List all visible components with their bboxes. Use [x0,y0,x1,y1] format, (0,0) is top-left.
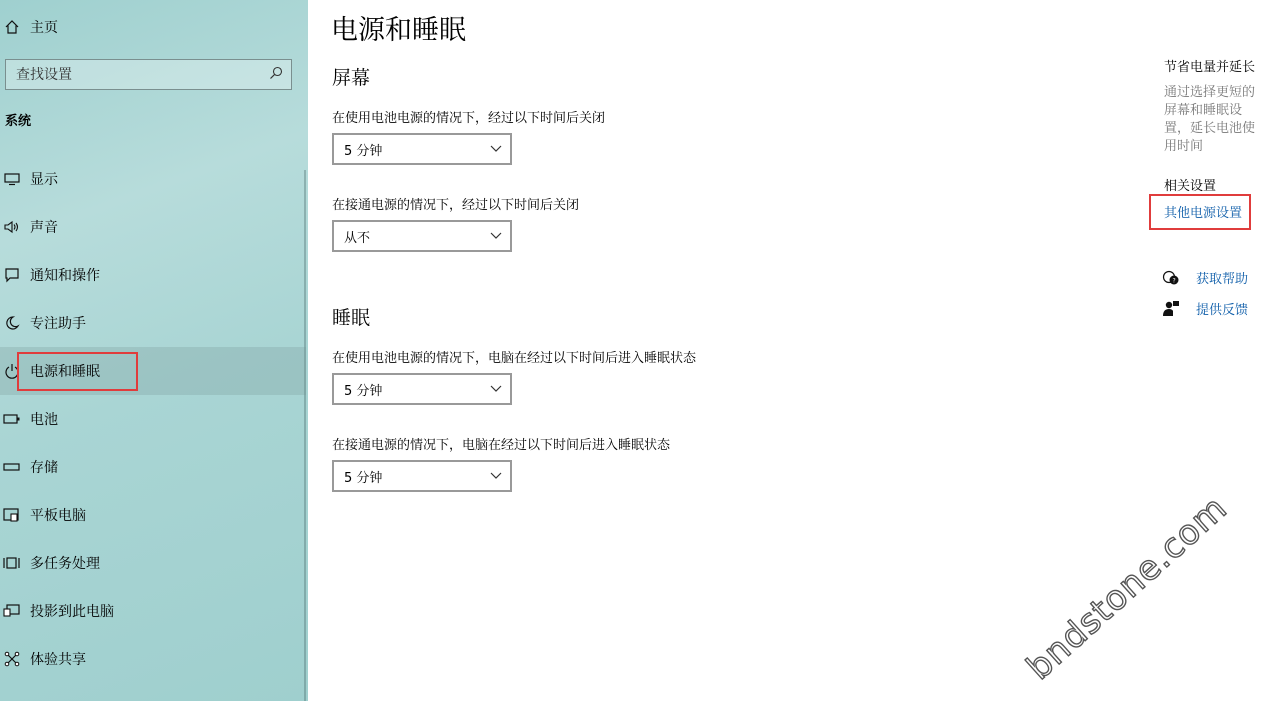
sidebar-item-label: 显示 [30,172,58,188]
feedback-link[interactable]: 提供反馈 [1196,303,1249,318]
screen-plugged-dropdown[interactable] [332,220,512,252]
watermark-text: bndstone.com [1019,488,1236,688]
chevron-down-icon [490,469,502,484]
feedback-person-icon [1162,300,1196,318]
moon-icon [0,315,30,331]
sidebar-item-sound[interactable] [0,203,306,251]
section-screen-heading: 屏幕 [332,67,371,89]
projector-icon [0,603,30,619]
sidebar-nav [0,155,306,683]
share-icon [0,651,30,667]
chevron-down-icon [490,229,502,244]
sidebar-item-display[interactable] [0,155,306,203]
sidebar-item-label: 专注助手 [30,316,86,332]
svg-text:?: ? [1172,277,1176,284]
search-box[interactable] [5,59,292,90]
sidebar-item-notifications[interactable] [0,251,306,299]
screen-battery-dropdown[interactable] [332,133,512,165]
sidebar-item-project[interactable] [0,587,306,635]
dropdown-value: 从不 [344,230,371,246]
screen-battery-label: 在使用电池电源的情况下，经过以下时间后关闭 [332,111,606,126]
sidebar-item-label: 多任务处理 [30,556,100,572]
battery-icon [0,413,30,425]
dropdown-value: 5 分钟 [344,470,383,486]
multitasking-icon [0,555,30,571]
screen-plugged-label: 在接通电源的情况下，经过以下时间后关闭 [332,198,580,213]
sidebar-item-label: 平板电脑 [30,508,86,524]
sidebar-item-label: 电源和睡眠 [30,364,100,380]
power-icon [0,363,30,379]
sleep-battery-dropdown[interactable] [332,373,512,405]
sidebar-item-label: 体验共享 [30,652,86,668]
speaker-icon [0,220,30,234]
get-help-link[interactable]: 获取帮助 [1196,272,1249,287]
additional-power-settings-link[interactable]: 其他电源设置 [1164,206,1243,221]
sidebar-item-label: 投影到此电脑 [30,604,114,620]
sidebar-item-battery[interactable] [0,395,306,443]
feedback-row[interactable] [1162,299,1248,318]
page-title: 电源和睡眠 [331,15,466,46]
search-input[interactable] [16,67,246,83]
sidebar-item-multitasking[interactable] [0,539,306,587]
get-help-row[interactable] [1162,268,1248,287]
chevron-down-icon [490,382,502,397]
related-settings-title: 相关设置 [1164,179,1217,194]
sidebar-item-shared-experiences[interactable] [0,635,306,683]
chat-help-icon [1162,270,1196,286]
notification-icon [0,267,30,283]
sidebar-item-storage[interactable] [0,443,306,491]
sidebar-item-label: 电池 [30,412,58,428]
sleep-battery-label: 在使用电池电源的情况下，电脑在经过以下时间后进入睡眠状态 [332,351,697,366]
sidebar-item-tablet[interactable] [0,491,306,539]
dropdown-value: 5 分钟 [344,143,383,159]
chevron-down-icon [490,142,502,157]
search-icon[interactable] [269,65,283,84]
sidebar-home[interactable] [0,10,300,44]
tablet-icon [0,507,30,523]
sidebar-item-label: 通知和操作 [30,268,100,284]
sleep-plugged-dropdown[interactable] [332,460,512,492]
home-icon [0,19,30,35]
section-sleep-heading: 睡眠 [332,307,371,329]
sidebar-item-power-sleep[interactable] [0,347,306,395]
dropdown-value: 5 分钟 [344,383,383,399]
save-power-description: 通过选择更短的屏幕和睡眠设置，延长电池使用时间 [1164,85,1256,154]
sidebar-item-focus-assist[interactable] [0,299,306,347]
save-power-title: 节省电量并延长 [1164,60,1256,75]
sidebar [0,0,308,701]
sidebar-section-title: 系统 [5,114,32,129]
storage-icon [0,461,30,473]
sidebar-item-label: 存储 [30,460,58,476]
sidebar-item-label: 声音 [30,220,58,236]
sleep-plugged-label: 在接通电源的情况下，电脑在经过以下时间后进入睡眠状态 [332,438,671,453]
sidebar-home-label: 主页 [30,20,58,36]
monitor-icon [0,172,30,186]
